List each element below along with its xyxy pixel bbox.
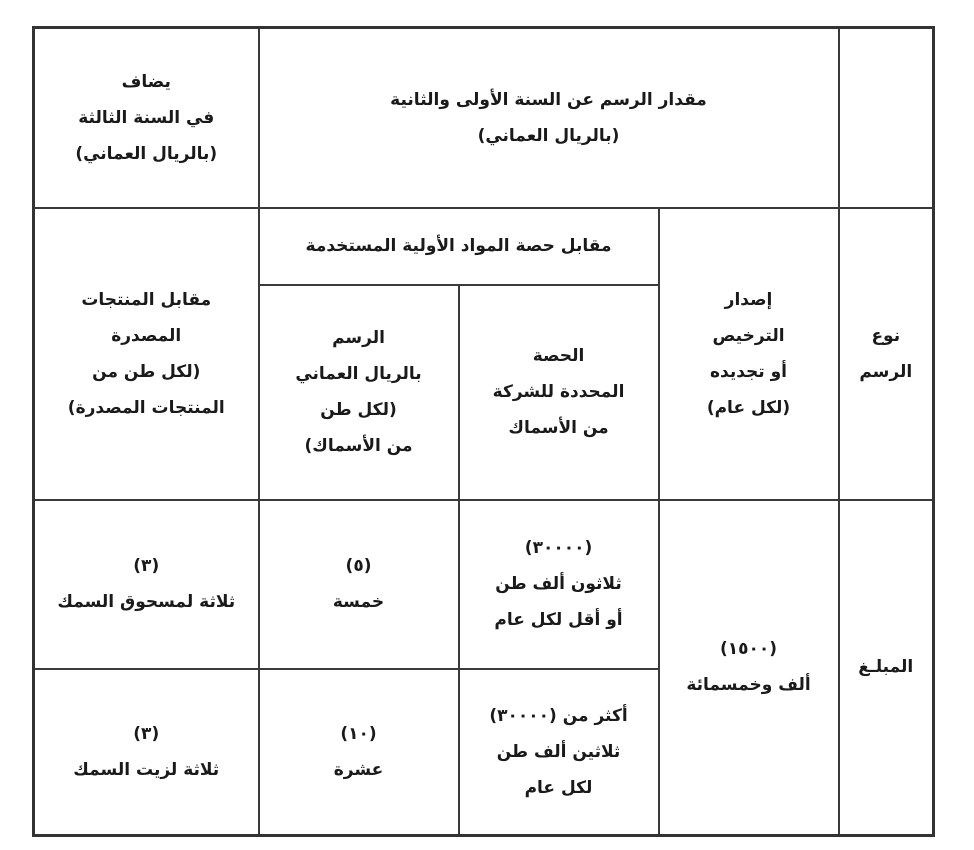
header-fee-type-blank (839, 28, 934, 208)
license-line-2: الترخيص (712, 325, 785, 346)
fee-type-line-1: نوع (871, 325, 901, 346)
license-fee-words: ألف وخمسمائة (686, 675, 811, 696)
quota-value-line-3: لكل عام (524, 777, 593, 798)
quota-value-line-2: ثلاثين ألف طن (496, 741, 621, 762)
fee-per-ton-line-4: من الأسماك) (304, 436, 413, 456)
quota-value-line-2: ثلاثون ألف طن (495, 574, 622, 594)
table-row (34, 500, 934, 669)
header-third-year-line-3: (بالريال العماني) (75, 143, 218, 164)
header-row-1 (34, 28, 934, 208)
subheader-row-1 (34, 208, 934, 285)
subheader-exported-products (34, 208, 259, 500)
quota-value-line-3: أو أقل لكل عام (494, 610, 623, 630)
quota-line-2: المحددة للشركة (492, 382, 625, 402)
license-fee-cell (659, 500, 839, 836)
header-third-year (34, 28, 259, 208)
license-line-3: أو تجديده (710, 361, 788, 382)
raw-materials-label: مقابل حصة المواد الأولية المستخدمة (305, 236, 612, 256)
amount-row-label (839, 500, 934, 836)
fee-number: (١٠) (340, 723, 377, 744)
exported-line-2: المصدرة (111, 325, 182, 346)
subheader-fee-per-ton (259, 285, 459, 500)
exported-cell (34, 500, 259, 669)
subheader-raw-materials-group (259, 208, 659, 285)
subheader-license (659, 208, 839, 500)
header-first-second-year-line-2: (بالريال العماني) (477, 125, 620, 146)
quota-value-line-1: (٣٠٠٠٠) (524, 538, 593, 558)
exported-line-4: المنتجات المصدرة) (67, 397, 225, 418)
license-line-4: (لكل عام) (706, 397, 791, 418)
exported-cell (34, 669, 259, 836)
fee-per-ton-line-3: (لكل طن (320, 400, 397, 420)
quota-line-1: الحصة (532, 346, 585, 366)
subheader-quota (459, 285, 659, 500)
subheader-fee-type (839, 208, 934, 500)
fee-per-ton-line-1: الرسم (332, 328, 385, 348)
export-number: (٣) (133, 556, 160, 576)
fee-words: خمسة (332, 592, 385, 612)
header-first-second-year (259, 28, 839, 208)
fee-per-ton-cell (259, 669, 459, 836)
export-words: ثلاثة لمسحوق السمك (57, 592, 236, 612)
license-fee-number: (١٥٠٠) (719, 639, 778, 660)
fee-words: عشرة (333, 759, 384, 780)
exported-line-3: (لكل طن من (92, 361, 201, 382)
exported-line-1: مقابل المنتجات (81, 289, 212, 310)
export-words: ثلاثة لزيت السمك (73, 759, 220, 780)
header-third-year-line-1: يضاف (121, 71, 171, 92)
header-first-second-year-line-1: مقدار الرسم عن السنة الأولى والثانية (390, 89, 707, 110)
amount-label: المبلـغ (858, 657, 914, 678)
quota-cell (459, 669, 659, 836)
header-third-year-line-2: في السنة الثالثة (78, 107, 215, 128)
fee-per-ton-line-2: بالريال العماني (295, 364, 422, 384)
fees-table (32, 26, 935, 837)
quota-line-3: من الأسماك (508, 418, 609, 438)
fee-number: (٥) (345, 556, 372, 576)
quota-cell (459, 500, 659, 669)
quota-value-line-1: أكثر من (٣٠٠٠٠) (489, 705, 628, 726)
license-line-1: إصدار (724, 289, 773, 310)
fee-type-line-2: الرسم (859, 361, 913, 382)
export-number: (٣) (133, 723, 160, 744)
fee-per-ton-cell (259, 500, 459, 669)
